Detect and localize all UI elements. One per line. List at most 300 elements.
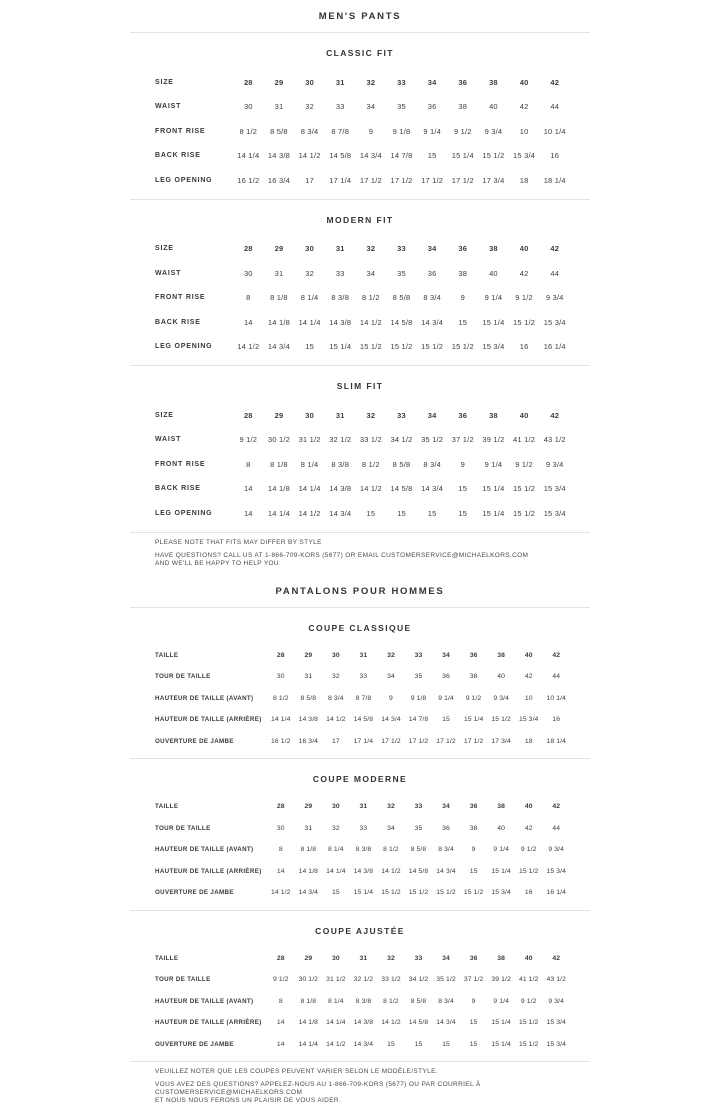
- value-cell: 15 1/2: [518, 867, 539, 875]
- value-cell: 8 7/8: [331, 126, 350, 136]
- row-label: TAILLE: [155, 954, 179, 962]
- value-cell: 30: [243, 268, 253, 278]
- value-cell: 31: [304, 673, 313, 681]
- value-cell: 9 1/8: [392, 126, 411, 136]
- value-cell: 16: [524, 889, 533, 897]
- value-cell: 9 3/4: [545, 459, 564, 469]
- value-cell: 15: [366, 508, 376, 518]
- value-cell: 17 1/2: [421, 175, 444, 185]
- value-cell: 14 5/8: [390, 484, 413, 494]
- value-cell: 14 3/4: [329, 508, 352, 518]
- value-cell: 40: [524, 803, 533, 811]
- row-values: [267, 1019, 570, 1026]
- value-cell: 16 1/2: [271, 737, 291, 745]
- row-label: SIZE: [155, 245, 174, 253]
- value-cell: 16: [552, 716, 561, 724]
- value-cell: 30: [331, 803, 340, 811]
- value-cell: 32: [305, 102, 314, 112]
- value-cell: 14: [243, 317, 253, 327]
- value-cell: 42: [550, 410, 560, 420]
- value-cell: 34: [427, 77, 437, 87]
- table-row: [130, 645, 570, 667]
- value-cell: 15 3/4: [546, 1040, 566, 1048]
- value-cell: 14 1/4: [298, 317, 321, 327]
- table-row: [130, 688, 570, 710]
- value-cell: 30: [243, 102, 253, 112]
- value-cell: 40: [524, 954, 533, 962]
- value-cell: 15 1/2: [513, 508, 536, 518]
- value-cell: 38: [469, 824, 478, 832]
- table-row: [130, 1012, 570, 1034]
- table-row: [130, 477, 570, 502]
- row-label: HAUTEUR DE TAILLE (AVANT): [155, 997, 254, 1005]
- value-cell: 34: [442, 803, 450, 811]
- value-cell: 38: [497, 651, 506, 659]
- value-cell: 14 1/2: [359, 484, 382, 494]
- value-cell: 8 1/8: [270, 459, 288, 469]
- value-cell: 8 1/4: [300, 459, 319, 469]
- table-row: [130, 709, 570, 731]
- value-cell: 9 3/4: [545, 293, 564, 303]
- value-cell: 14 1/4: [298, 484, 321, 494]
- value-cell: 16 1/4: [546, 889, 566, 897]
- value-cell: 15 1/4: [451, 151, 474, 161]
- value-cell: 8 1/2: [383, 846, 399, 854]
- table-row: [130, 144, 570, 169]
- row-values: [267, 998, 570, 1005]
- value-cell: 8 3/4: [438, 997, 454, 1005]
- value-cell: 34: [427, 244, 437, 254]
- value-cell: 34: [387, 824, 395, 832]
- value-cell: 14 1/4: [237, 151, 260, 161]
- row-label: BACK RISE: [155, 152, 201, 160]
- value-cell: 33 1/2: [381, 976, 401, 984]
- value-cell: 9 3/4: [548, 997, 565, 1005]
- value-cell: 17 1/2: [463, 737, 484, 745]
- value-cell: 8 1/8: [300, 997, 317, 1005]
- value-cell: 36: [458, 410, 468, 420]
- value-cell: 14 1/2: [326, 1040, 346, 1048]
- value-cell: 14 1/4: [298, 1040, 319, 1048]
- value-cell: 34: [442, 954, 450, 962]
- fit-section-slim-fit: [130, 366, 590, 532]
- value-cell: 44: [550, 268, 560, 278]
- row-label: TOUR DE TAILLE: [155, 673, 211, 681]
- value-cell: 29: [304, 954, 313, 962]
- row-values: [233, 127, 570, 136]
- value-cell: 16: [519, 342, 529, 352]
- value-cell: 43 1/2: [546, 976, 566, 984]
- value-cell: 9 1/4: [484, 293, 503, 303]
- row-label: OUVERTURE DE JAMBE: [155, 737, 234, 745]
- table-row: [130, 882, 570, 904]
- table-row: [130, 1034, 570, 1056]
- value-cell: 40: [497, 824, 506, 832]
- table-row: [130, 70, 570, 95]
- value-cell: 33: [359, 673, 368, 681]
- row-values: [267, 825, 570, 832]
- row-values: [267, 889, 570, 896]
- size-guide-page: [130, 0, 590, 1112]
- value-cell: 14 3/8: [329, 317, 352, 327]
- value-cell: 15 3/4: [482, 342, 505, 352]
- value-cell: 31 1/2: [298, 435, 321, 445]
- value-cell: 9 1/4: [493, 997, 509, 1005]
- value-cell: 9 1/2: [465, 694, 482, 702]
- value-cell: 14 5/8: [408, 1019, 429, 1027]
- value-cell: 8 3/8: [331, 293, 350, 303]
- value-cell: 9 1/4: [423, 126, 441, 136]
- value-cell: 9 3/4: [493, 694, 509, 702]
- value-cell: 10: [524, 694, 533, 702]
- table-row: [130, 861, 570, 883]
- fit-heading-classic-fit: CLASSIC FIT: [326, 48, 394, 58]
- value-cell: 33: [397, 244, 406, 254]
- value-cell: 8 3/4: [328, 694, 344, 702]
- value-cell: 15 1/4: [463, 716, 484, 724]
- value-cell: 8 1/4: [328, 846, 344, 854]
- value-cell: 14 7/8: [408, 716, 429, 724]
- row-values: [233, 460, 570, 469]
- value-cell: 28: [276, 651, 285, 659]
- row-values: [233, 269, 570, 278]
- note-contact-fr-line2: ET NOUS NOUS FERONS UN PLAISIR DE VOUS AIDER.: [155, 1097, 342, 1104]
- value-cell: 15 1/4: [491, 1019, 511, 1027]
- row-values: [233, 102, 570, 111]
- fit-table-coupe-classique: [130, 645, 590, 753]
- table-row: [130, 310, 570, 335]
- row-values: [233, 244, 570, 253]
- value-cell: 14 3/8: [329, 484, 352, 494]
- note-contact-en-line1: HAVE QUESTIONS? CALL US AT 1-866-709-KORS (5677) OR EMAIL CUSTOMERSERVICE@MICHAELKORS.COM: [155, 551, 529, 559]
- table-row: [130, 666, 570, 688]
- value-cell: 40: [524, 651, 533, 659]
- value-cell: 15 1/4: [353, 889, 374, 897]
- value-cell: 36: [458, 244, 468, 254]
- value-cell: 14 1/2: [381, 1019, 401, 1027]
- value-cell: 35 1/2: [421, 435, 444, 445]
- value-cell: 17 1/2: [381, 737, 401, 745]
- value-cell: 15 3/4: [543, 508, 566, 518]
- table-row: [130, 839, 570, 861]
- row-label: OUVERTURE DE JAMBE: [155, 889, 234, 897]
- row-label: SIZE: [155, 78, 174, 86]
- value-cell: 9 1/2: [515, 459, 533, 469]
- table-row: [130, 95, 570, 120]
- value-cell: 29: [274, 77, 284, 87]
- row-values: [267, 695, 570, 702]
- value-cell: 14 3/8: [298, 716, 319, 724]
- value-cell: 14 3/8: [353, 867, 374, 875]
- value-cell: 8 5/8: [410, 846, 427, 854]
- value-cell: 8: [246, 459, 251, 469]
- fit-heading-slim-fit: SLIM FIT: [336, 381, 384, 391]
- value-cell: 17 1/4: [329, 175, 352, 185]
- value-cell: 38: [458, 268, 468, 278]
- value-cell: 30: [305, 244, 314, 254]
- value-cell: 35 1/2: [436, 976, 456, 984]
- value-cell: 14 3/4: [381, 716, 401, 724]
- row-label: FRONT RISE: [155, 294, 206, 302]
- value-cell: 14 3/8: [267, 151, 290, 161]
- table-row: [130, 501, 570, 526]
- value-cell: 35: [397, 102, 406, 112]
- value-cell: 15: [442, 716, 450, 724]
- fit-table-modern-fit: [130, 237, 590, 360]
- value-cell: 9: [471, 846, 476, 854]
- value-cell: 15: [458, 317, 468, 327]
- value-cell: 36: [427, 102, 437, 112]
- value-cell: 8 3/4: [300, 126, 319, 136]
- value-cell: 32: [387, 954, 395, 962]
- value-cell: 42: [552, 803, 561, 811]
- value-cell: 30: [276, 824, 285, 832]
- value-cell: 9: [460, 293, 465, 303]
- value-cell: 8 1/8: [300, 846, 317, 854]
- value-cell: 9 1/2: [520, 997, 537, 1005]
- row-label: LEG OPENING: [155, 176, 213, 184]
- fit-table-coupe-ajustee: [130, 948, 590, 1056]
- value-cell: 32 1/2: [353, 976, 374, 984]
- note-contact-fr-line1: VOUS AVEZ DES QUESTIONS? APPELEZ-NOUS AU 1-866-709-KORS (5677) OU PAR COURRIEL À CUSTOMERSERVICE@MICHAELKORS.COM: [155, 1081, 481, 1096]
- value-cell: 9 1/2: [515, 293, 533, 303]
- row-values: [267, 1041, 570, 1048]
- row-label: WAIST: [155, 436, 182, 444]
- value-cell: 10 1/4: [546, 694, 566, 702]
- table-row: [130, 731, 570, 753]
- value-cell: 9 1/4: [484, 459, 503, 469]
- value-cell: 17: [305, 175, 314, 185]
- value-cell: 14: [276, 1019, 285, 1027]
- value-cell: 15: [427, 508, 437, 518]
- value-cell: 9 1/2: [453, 126, 472, 136]
- table-row: [130, 796, 570, 818]
- value-cell: 33: [414, 803, 423, 811]
- value-cell: 36: [469, 954, 478, 962]
- fit-table-coupe-moderne: [130, 796, 590, 904]
- table-row: [130, 403, 570, 428]
- value-cell: 15 1/4: [482, 508, 505, 518]
- value-cell: 15: [458, 508, 468, 518]
- value-cell: 14: [243, 484, 253, 494]
- value-cell: 34: [442, 651, 450, 659]
- value-cell: 30 1/2: [298, 976, 319, 984]
- row-values: [233, 176, 570, 185]
- value-cell: 31: [304, 824, 313, 832]
- value-cell: 36: [469, 803, 478, 811]
- value-cell: 14 3/4: [298, 889, 319, 897]
- value-cell: 43 1/2: [543, 435, 566, 445]
- value-cell: 15: [442, 1040, 450, 1048]
- table-row: [130, 991, 570, 1013]
- value-cell: 17: [331, 737, 340, 745]
- value-cell: 15 3/4: [546, 867, 566, 875]
- value-cell: 9 3/4: [548, 846, 565, 854]
- table-row: [130, 335, 570, 360]
- value-cell: 9 1/2: [239, 435, 258, 445]
- tables-french: [130, 608, 590, 1063]
- value-cell: 14 1/8: [298, 867, 319, 875]
- value-cell: 14 1/4: [326, 867, 346, 875]
- row-values: [267, 652, 570, 659]
- value-cell: 9 1/2: [272, 976, 289, 984]
- value-cell: 31: [359, 803, 368, 811]
- row-label: HAUTEUR DE TAILLE (ARRIÈRE): [155, 1019, 262, 1027]
- value-cell: 15: [469, 1019, 478, 1027]
- value-cell: 28: [243, 410, 253, 420]
- value-cell: 42: [550, 244, 560, 254]
- value-cell: 14: [243, 508, 253, 518]
- value-cell: 30: [331, 651, 340, 659]
- value-cell: 8 1/2: [362, 293, 380, 303]
- value-cell: 39 1/2: [491, 976, 511, 984]
- value-cell: 8: [278, 846, 283, 854]
- table-row: [130, 969, 570, 991]
- value-cell: 15 1/4: [482, 317, 505, 327]
- value-cell: 32: [366, 244, 376, 254]
- row-label: HAUTEUR DE TAILLE (AVANT): [155, 846, 254, 854]
- value-cell: 8 7/8: [355, 694, 372, 702]
- value-cell: 30: [305, 77, 314, 87]
- value-cell: 28: [276, 803, 285, 811]
- value-cell: 8 5/8: [410, 997, 427, 1005]
- value-cell: 8: [246, 293, 251, 303]
- value-cell: 15: [427, 151, 437, 161]
- value-cell: 15: [397, 508, 406, 518]
- value-cell: 33: [359, 824, 368, 832]
- value-cell: 14 3/4: [436, 1019, 456, 1027]
- row-values: [233, 435, 570, 444]
- value-cell: 40: [489, 102, 498, 112]
- value-cell: 36: [458, 77, 468, 87]
- value-cell: 33: [335, 268, 345, 278]
- row-label: HAUTEUR DE TAILLE (AVANT): [155, 694, 254, 702]
- row-label: TAILLE: [155, 651, 179, 659]
- value-cell: 15 1/4: [491, 1040, 511, 1048]
- value-cell: 31: [335, 410, 345, 420]
- value-cell: 38: [489, 244, 498, 254]
- value-cell: 29: [274, 244, 284, 254]
- row-values: [233, 411, 570, 420]
- value-cell: 9 1/4: [493, 846, 509, 854]
- value-cell: 8 3/4: [423, 293, 441, 303]
- value-cell: 8 3/8: [355, 846, 372, 854]
- value-cell: 32: [366, 410, 376, 420]
- note-contact-fr: [155, 1081, 590, 1105]
- row-values: [233, 342, 570, 351]
- value-cell: 31: [359, 954, 368, 962]
- value-cell: 35: [414, 824, 423, 832]
- table-row: [130, 119, 570, 144]
- value-cell: 36: [427, 268, 437, 278]
- value-cell: 16 1/4: [543, 342, 566, 352]
- value-cell: 17 1/2: [408, 737, 429, 745]
- value-cell: 40: [497, 673, 506, 681]
- fit-section-coupe-moderne: [130, 759, 590, 910]
- value-cell: 14 5/8: [390, 317, 413, 327]
- value-cell: 9: [471, 997, 476, 1005]
- value-cell: 29: [304, 651, 313, 659]
- row-label: LEG OPENING: [155, 509, 213, 517]
- value-cell: 34: [366, 102, 376, 112]
- value-cell: 15 3/4: [546, 1019, 566, 1027]
- value-cell: 8 1/4: [300, 293, 319, 303]
- value-cell: 15 1/2: [408, 889, 429, 897]
- value-cell: 32: [331, 673, 340, 681]
- row-values: [267, 846, 570, 853]
- row-values: [233, 78, 570, 87]
- value-cell: 15 1/2: [381, 889, 401, 897]
- value-cell: 9: [368, 126, 374, 136]
- value-cell: 15 1/2: [513, 484, 536, 494]
- value-cell: 14 3/4: [353, 1040, 374, 1048]
- value-cell: 8: [278, 997, 283, 1005]
- table-row: [130, 452, 570, 477]
- value-cell: 8 3/8: [355, 997, 372, 1005]
- value-cell: 38: [469, 673, 478, 681]
- value-cell: 8 3/8: [331, 459, 350, 469]
- value-cell: 15 1/2: [513, 317, 536, 327]
- value-cell: 15 1/4: [482, 484, 505, 494]
- value-cell: 8 3/4: [423, 459, 441, 469]
- note-fit-disclaimer-en: PLEASE NOTE THAT FITS MAY DIFFER BY STYLE: [155, 538, 322, 546]
- note-fit-disclaimer-fr: VEUILLEZ NOTER QUE LES COUPES PEUVENT VARIER SELON LE MODÈLE/STYLE.: [155, 1068, 438, 1075]
- fit-heading-coupe-moderne: COUPE MODERNE: [312, 774, 408, 784]
- value-cell: 37 1/2: [463, 976, 484, 984]
- fit-section-classic-fit: [130, 33, 590, 199]
- row-values: [233, 484, 570, 493]
- value-cell: 17 3/4: [482, 175, 505, 185]
- value-cell: 30: [331, 954, 340, 962]
- table-row: [130, 261, 570, 286]
- value-cell: 38: [489, 77, 498, 87]
- value-cell: 17 1/2: [451, 175, 474, 185]
- row-label: LEG OPENING: [155, 343, 213, 351]
- value-cell: 15 1/2: [451, 342, 474, 352]
- value-cell: 15 1/2: [436, 889, 456, 897]
- value-cell: 32: [387, 803, 395, 811]
- value-cell: 14 1/2: [237, 342, 260, 352]
- value-cell: 30: [276, 673, 285, 681]
- value-cell: 28: [243, 77, 253, 87]
- row-values: [233, 509, 570, 518]
- value-cell: 14 1/8: [298, 1019, 319, 1027]
- table-row: [130, 168, 570, 193]
- page-title-en: MEN'S PANTS: [318, 11, 402, 22]
- value-cell: 15 1/2: [390, 342, 413, 352]
- value-cell: 14 1/8: [267, 484, 290, 494]
- fit-table-classic-fit: [130, 70, 590, 193]
- row-label: OUVERTURE DE JAMBE: [155, 1040, 234, 1048]
- value-cell: 9 1/8: [410, 694, 427, 702]
- value-cell: 8 1/8: [270, 293, 288, 303]
- row-values: [267, 803, 570, 810]
- value-cell: 15 1/2: [482, 151, 505, 161]
- value-cell: 15 1/4: [329, 342, 352, 352]
- value-cell: 14 5/8: [353, 716, 374, 724]
- row-values: [233, 151, 570, 160]
- value-cell: 14 3/4: [267, 342, 290, 352]
- value-cell: 40: [489, 268, 498, 278]
- value-cell: 34 1/2: [408, 976, 429, 984]
- value-cell: 38: [489, 410, 498, 420]
- value-cell: 8 1/2: [239, 126, 258, 136]
- fit-heading-coupe-classique: COUPE CLASSIQUE: [308, 622, 412, 633]
- value-cell: 14 5/8: [408, 867, 429, 875]
- value-cell: 15: [387, 1040, 395, 1048]
- value-cell: 9 1/4: [438, 694, 454, 702]
- value-cell: 18: [524, 737, 533, 745]
